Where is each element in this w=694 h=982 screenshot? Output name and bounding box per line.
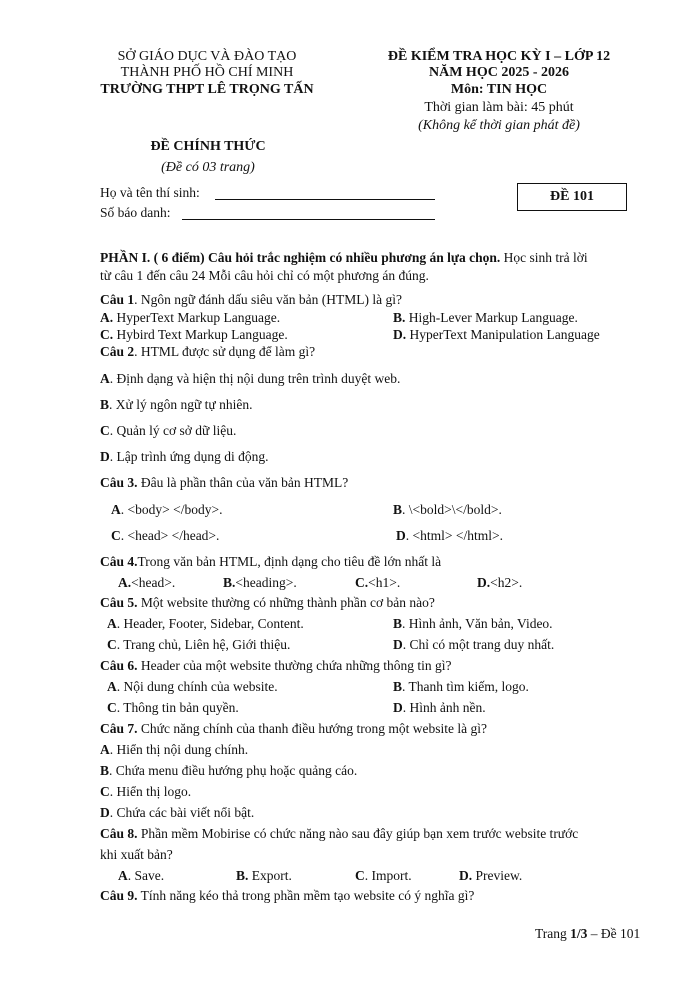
option-key: C bbox=[100, 784, 110, 799]
question-text: Chức năng chính của thanh điều hướng trong một website là gì? bbox=[137, 721, 487, 736]
option-text: Preview. bbox=[472, 868, 523, 883]
option-key: D. bbox=[459, 868, 473, 883]
q5-option-a bbox=[107, 616, 304, 632]
option-text: . Hiển thị nội dung chính. bbox=[109, 742, 249, 757]
option-key: C bbox=[100, 423, 110, 438]
option-text: . Chứa menu điều hướng phụ hoặc quảng cáo. bbox=[109, 763, 358, 778]
option-key: B bbox=[100, 763, 110, 778]
q6-option-a bbox=[107, 679, 278, 695]
question-text: . HTML được sử dụng để làm gì? bbox=[134, 344, 316, 359]
q8-option-c bbox=[355, 868, 412, 884]
q3-option-b bbox=[393, 502, 502, 518]
option-text: <h2>. bbox=[490, 575, 523, 590]
question-number: Câu 4. bbox=[100, 554, 138, 569]
q4-option-a bbox=[118, 575, 175, 591]
student-id-line bbox=[182, 219, 435, 220]
question-text: Header của một website thường chứa những thông tin gì? bbox=[137, 658, 452, 673]
question-number: Câu 6. bbox=[100, 658, 138, 673]
q6-option-d bbox=[393, 700, 486, 716]
option-key: C bbox=[107, 700, 117, 715]
question-text: Trong văn bản HTML, định dạng cho tiêu đề lớn nhất là bbox=[137, 554, 442, 569]
question-6 bbox=[100, 658, 452, 674]
option-text: <head>. bbox=[131, 575, 176, 590]
question-text: Tính năng kéo thả trong phần mềm tạo website có ý nghĩa gì? bbox=[137, 888, 475, 903]
school-name: TRƯỜNG THPT LÊ TRỌNG TẤN bbox=[100, 82, 314, 97]
q8-option-a bbox=[118, 868, 164, 884]
exam-code-box: ĐỀ 101 bbox=[517, 183, 627, 211]
option-key: D bbox=[393, 637, 403, 652]
option-key: A. bbox=[100, 310, 114, 325]
question-number: Câu 5. bbox=[100, 595, 138, 610]
q1-option-c bbox=[100, 327, 288, 343]
question-7 bbox=[100, 721, 487, 737]
exam-title: ĐỀ KIỂM TRA HỌC KỲ I – LỚP 12 bbox=[387, 49, 611, 64]
q2-option-c bbox=[100, 423, 236, 439]
q6-option-c bbox=[107, 700, 239, 716]
option-key: A bbox=[118, 868, 128, 883]
student-id-label: Số báo danh: bbox=[100, 205, 171, 220]
option-key: C bbox=[355, 868, 365, 883]
question-1 bbox=[100, 292, 402, 308]
question-number: Câu 3. bbox=[100, 475, 138, 490]
option-key: C bbox=[111, 528, 121, 543]
option-text: . Định dạng và hiện thị nội dung trên trình duyệt web. bbox=[109, 371, 401, 386]
q8-option-d bbox=[459, 868, 522, 884]
q7-option-a bbox=[100, 742, 248, 758]
option-text: <h1>. bbox=[368, 575, 401, 590]
option-text: . Hình ảnh, Văn bản, Video. bbox=[402, 616, 553, 631]
option-text: HyperText Markup Language. bbox=[113, 310, 281, 325]
q7-option-d bbox=[100, 805, 254, 821]
footer-prefix: Trang bbox=[535, 926, 571, 941]
question-4 bbox=[100, 554, 441, 570]
option-key: D. bbox=[477, 575, 491, 590]
option-text: . Quản lý cơ sở dữ liệu. bbox=[109, 423, 237, 438]
subject: Môn: TIN HỌC bbox=[450, 82, 548, 97]
option-key: D bbox=[100, 449, 110, 464]
option-key: B. bbox=[223, 575, 236, 590]
footer-suffix: – Đề 101 bbox=[587, 926, 641, 941]
option-text: . Thông tin bản quyền. bbox=[116, 700, 239, 715]
option-key: C. bbox=[100, 327, 114, 342]
option-text: . Chứa các bài viết nổi bật. bbox=[109, 805, 255, 820]
q5-option-d bbox=[393, 637, 554, 653]
option-key: A bbox=[107, 679, 117, 694]
question-number: Câu 7. bbox=[100, 721, 138, 736]
q5-option-b bbox=[393, 616, 553, 632]
option-key: B bbox=[393, 502, 403, 517]
option-key: A. bbox=[118, 575, 132, 590]
option-key: D bbox=[396, 528, 406, 543]
option-key: A bbox=[100, 371, 110, 386]
option-text: Hybird Text Markup Language. bbox=[113, 327, 288, 342]
option-key: B. bbox=[236, 868, 249, 883]
q4-option-d bbox=[477, 575, 522, 591]
city-name: THÀNH PHỐ HỒ CHÍ MINH bbox=[120, 65, 294, 80]
question-number: Câu 9. bbox=[100, 888, 138, 903]
option-key: C bbox=[107, 637, 117, 652]
question-5 bbox=[100, 595, 435, 611]
question-number: Câu 1 bbox=[100, 292, 135, 307]
time-note: (Không kể thời gian phát đề) bbox=[418, 118, 580, 133]
q3-option-c bbox=[111, 528, 219, 544]
option-key: D bbox=[100, 805, 110, 820]
question-text: . Ngôn ngữ đánh dấu siêu văn bản (HTML) là gì? bbox=[134, 292, 403, 307]
official-label: ĐỀ CHÍNH THỨC bbox=[150, 139, 266, 154]
page-footer bbox=[535, 926, 640, 942]
question-text: Một website thường có những thành phần cơ bản nào? bbox=[137, 595, 435, 610]
question-2 bbox=[100, 344, 315, 360]
option-text: . Hình ảnh nền. bbox=[402, 700, 486, 715]
q1-option-a bbox=[100, 310, 280, 326]
option-key: A bbox=[100, 742, 110, 757]
q2-option-a bbox=[100, 371, 400, 387]
footer-page-number: 1/3 bbox=[570, 926, 588, 941]
option-text: High-Lever Markup Language. bbox=[405, 310, 578, 325]
q4-option-b bbox=[223, 575, 297, 591]
option-text: . Save. bbox=[127, 868, 165, 883]
part1-heading bbox=[100, 250, 588, 266]
option-key: A bbox=[111, 502, 121, 517]
option-text: . <head> </head>. bbox=[120, 528, 220, 543]
q4-option-c bbox=[355, 575, 400, 591]
option-text: . Import. bbox=[364, 868, 412, 883]
part1-instruction-cont: từ câu 1 đến câu 24 Mỗi câu hỏi chỉ có một phương án đúng. bbox=[100, 268, 429, 283]
option-text: . Nội dung chính của website. bbox=[116, 679, 278, 694]
question-text: Phần mềm Mobirise có chức năng nào sau đây giúp bạn xem trước website trước bbox=[137, 826, 579, 841]
option-text: . Chỉ có một trang duy nhất. bbox=[402, 637, 555, 652]
option-text: . Lập trình ứng dụng di động. bbox=[109, 449, 269, 464]
option-key: B bbox=[100, 397, 110, 412]
q7-option-c bbox=[100, 784, 191, 800]
option-text: . Trang chủ, Liên hệ, Giới thiệu. bbox=[116, 637, 291, 652]
q2-option-b bbox=[100, 397, 252, 413]
option-key: C. bbox=[355, 575, 369, 590]
q1-option-b bbox=[393, 310, 578, 326]
option-text: . Header, Footer, Sidebar, Content. bbox=[116, 616, 304, 631]
question-3 bbox=[100, 475, 348, 491]
page-count-note: (Đề có 03 trang) bbox=[161, 160, 255, 175]
q8-option-b bbox=[236, 868, 292, 884]
q5-option-c bbox=[107, 637, 290, 653]
time-limit: Thời gian làm bài: 45 phút bbox=[424, 100, 574, 115]
option-text: HyperText Manipulation Language bbox=[406, 327, 600, 342]
student-name-label: Họ và tên thí sinh: bbox=[100, 185, 200, 200]
q3-option-d bbox=[396, 528, 503, 544]
school-year: NĂM HỌC 2025 - 2026 bbox=[429, 65, 569, 80]
part1-instruction: Học sinh trả lời bbox=[500, 250, 588, 265]
question-text: Đâu là phần thân của văn bản HTML? bbox=[137, 475, 349, 490]
question-8-cont: khi xuất bản? bbox=[100, 847, 173, 862]
option-text: . <html> </html>. bbox=[405, 528, 503, 543]
option-key: B. bbox=[393, 310, 406, 325]
q1-option-d bbox=[393, 327, 600, 343]
option-text: . Xử lý ngôn ngữ tự nhiên. bbox=[109, 397, 253, 412]
question-8 bbox=[100, 826, 578, 842]
question-number: Câu 8. bbox=[100, 826, 138, 841]
q6-option-b bbox=[393, 679, 529, 695]
option-text: . Hiển thị logo. bbox=[109, 784, 192, 799]
option-key: A bbox=[107, 616, 117, 631]
department-name: SỞ GIÁO DỤC VÀ ĐÀO TẠO bbox=[117, 49, 297, 64]
option-text: <heading>. bbox=[235, 575, 297, 590]
q3-option-a bbox=[111, 502, 222, 518]
option-key: B bbox=[393, 679, 403, 694]
option-key: D bbox=[393, 700, 403, 715]
q7-option-b bbox=[100, 763, 357, 779]
option-key: B bbox=[393, 616, 403, 631]
option-text: . \<bold>\</bold>. bbox=[402, 502, 502, 517]
option-key: D. bbox=[393, 327, 407, 342]
option-text: . <body> </body>. bbox=[120, 502, 223, 517]
student-name-line bbox=[215, 199, 435, 200]
option-text: Export. bbox=[248, 868, 292, 883]
part1-title: PHẦN I. ( 6 điểm) Câu hỏi trắc nghiệm có nhiều phương án lựa chọn. bbox=[100, 250, 501, 265]
question-number: Câu 2 bbox=[100, 344, 135, 359]
q2-option-d bbox=[100, 449, 269, 465]
question-9 bbox=[100, 888, 474, 904]
option-text: . Thanh tìm kiếm, logo. bbox=[402, 679, 529, 694]
